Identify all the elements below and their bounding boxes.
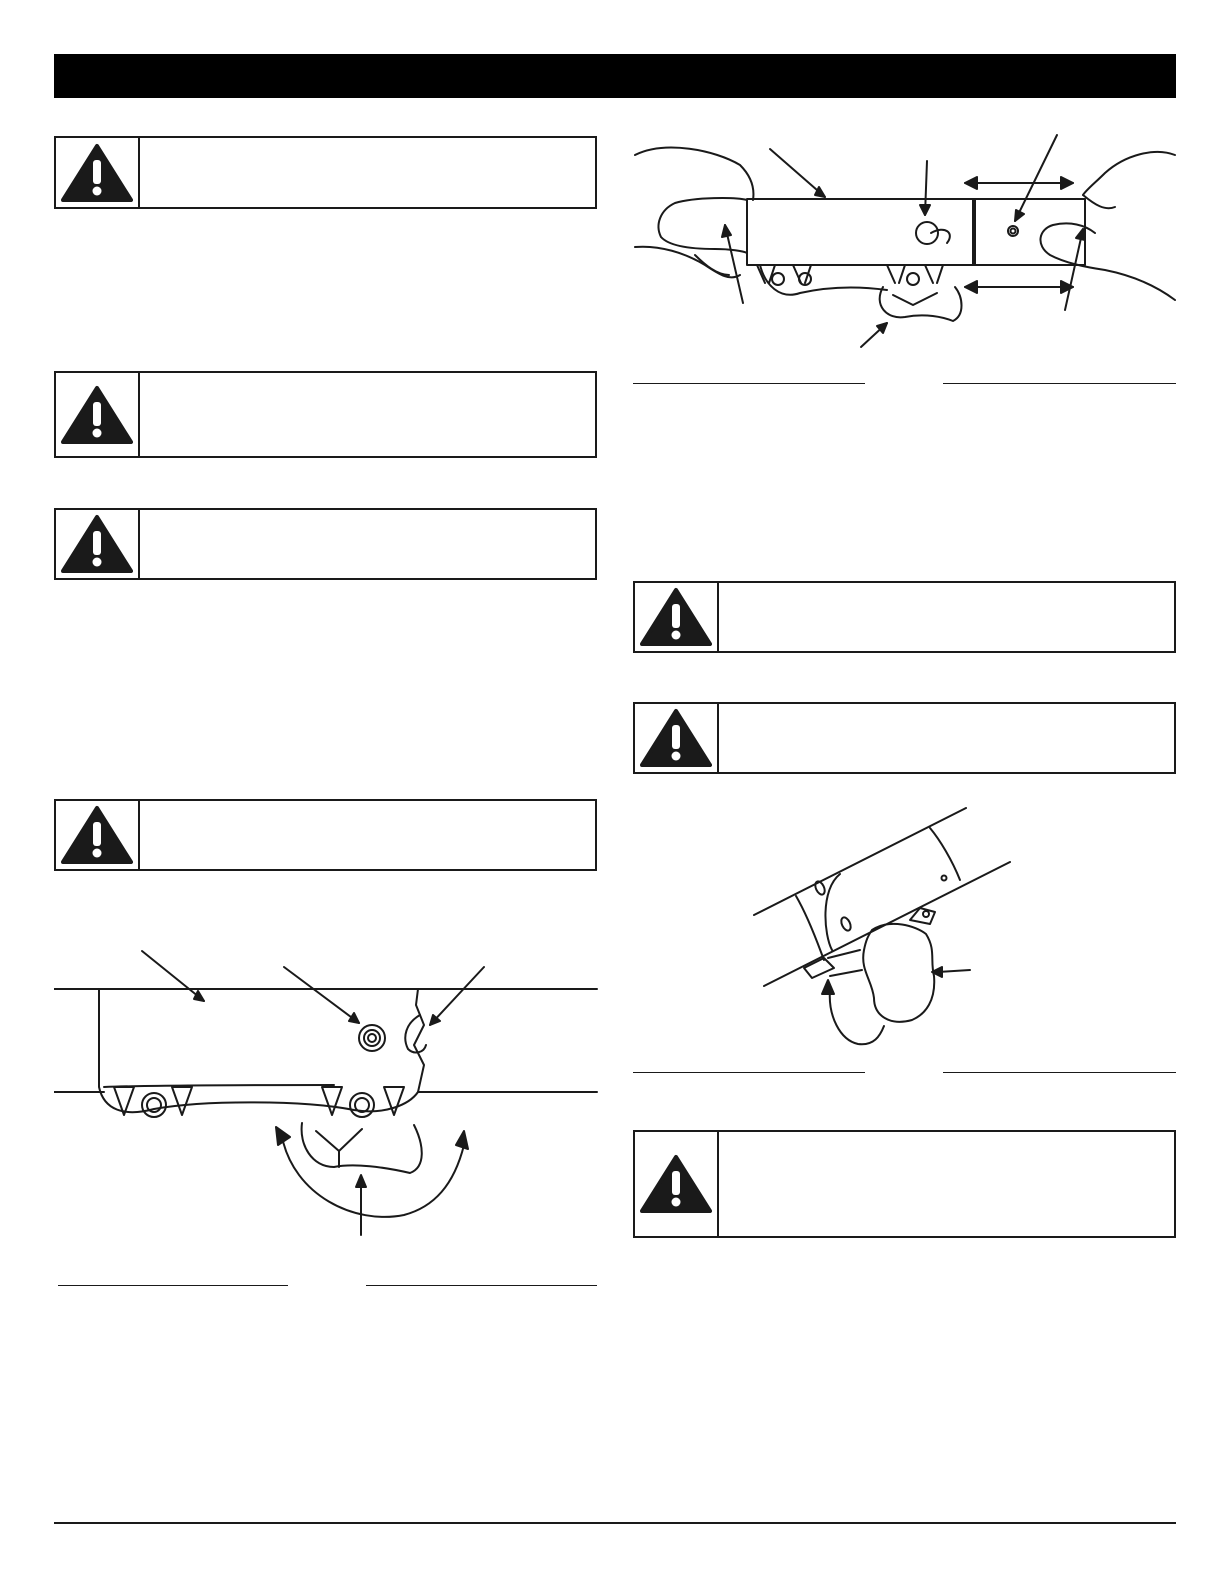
- caption-rule-right: [366, 1285, 597, 1286]
- hands-joining-tubes-illustration: [625, 125, 1185, 355]
- warning-box-1: [54, 136, 597, 209]
- warning-triangle-icon: [635, 1132, 719, 1236]
- caption-rule-right: [943, 383, 1176, 384]
- warning-box-7: [633, 1130, 1176, 1238]
- warning-box-3: [54, 508, 597, 580]
- warning-triangle-icon: [635, 704, 719, 772]
- warning-box-5: [633, 581, 1176, 653]
- warning-triangle-icon: [56, 510, 140, 578]
- warning-box-2: [54, 371, 597, 458]
- caption-rule-right: [943, 1072, 1176, 1073]
- caption-rule-left: [633, 383, 865, 384]
- warning-triangle-icon: [635, 583, 719, 651]
- caption-rule-left: [58, 1285, 288, 1286]
- tube-clamp-illustration: [54, 945, 599, 1250]
- footer-rule: [54, 1522, 1176, 1524]
- warning-box-6: [633, 702, 1176, 774]
- caption-rule-left: [633, 1072, 865, 1073]
- knob-tightening-illustration: [740, 800, 1020, 1060]
- warning-box-4: [54, 799, 597, 871]
- warning-triangle-icon: [56, 373, 140, 456]
- warning-triangle-icon: [56, 138, 140, 207]
- header-bar: [54, 54, 1176, 98]
- warning-triangle-icon: [56, 801, 140, 869]
